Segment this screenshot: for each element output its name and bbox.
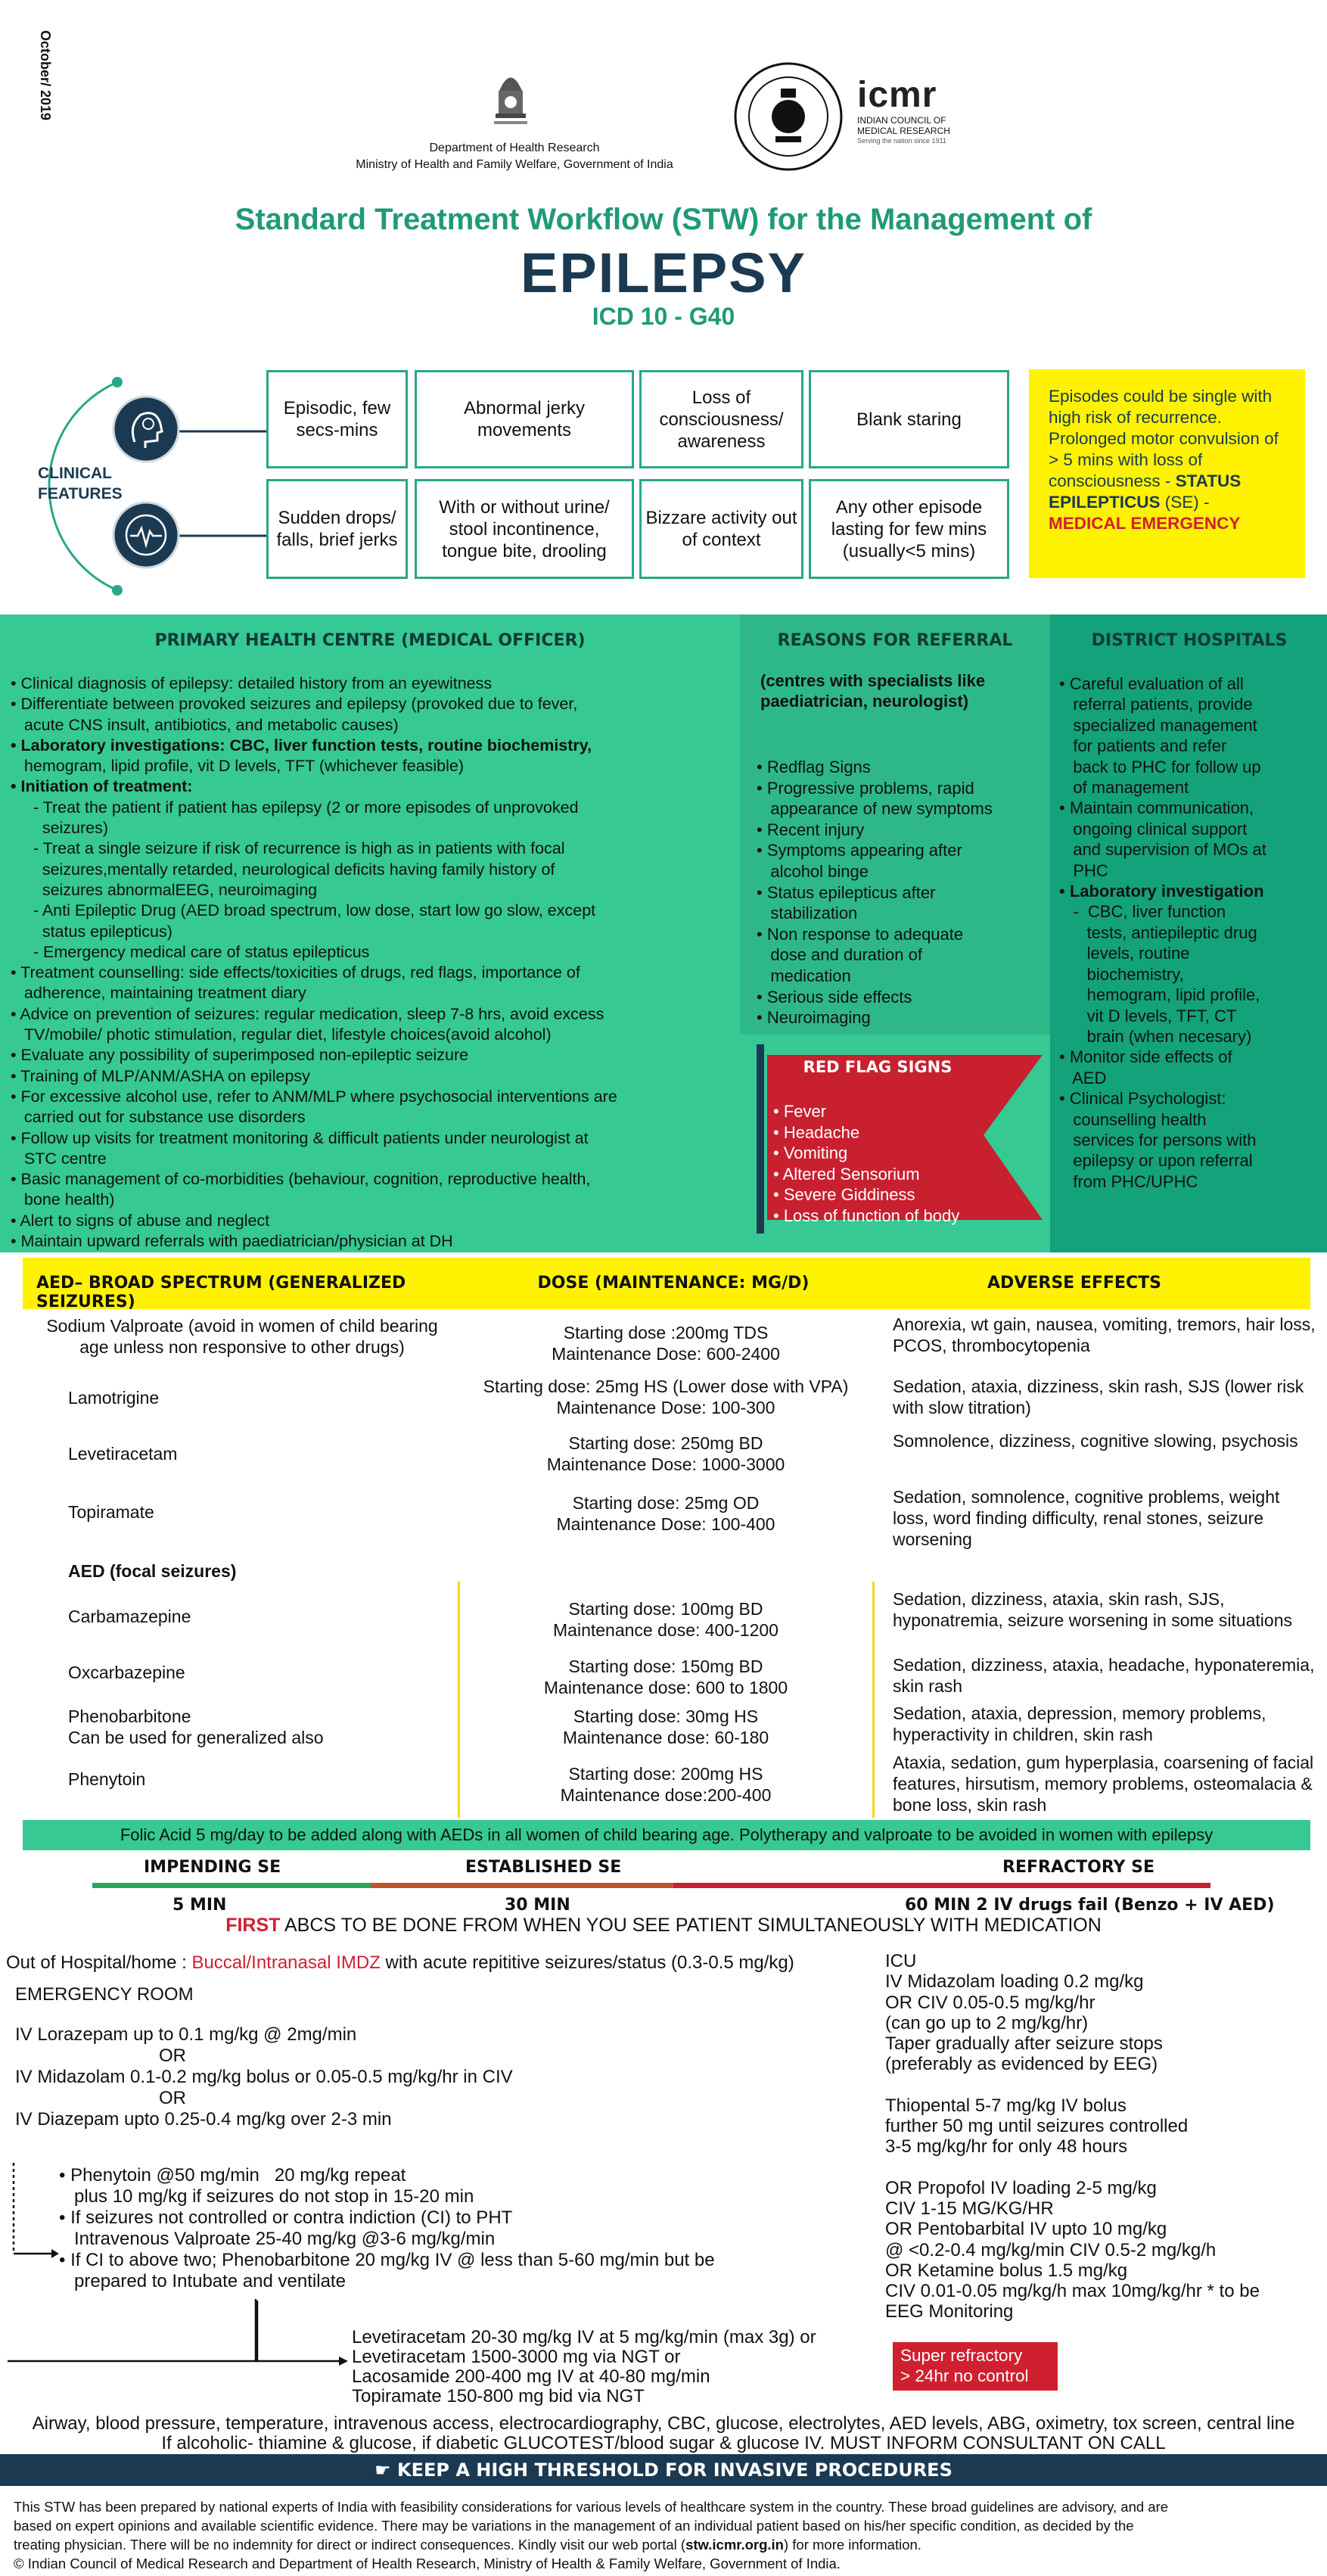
phc-line: bone health) — [11, 1190, 115, 1209]
referral-heading: REASONS FOR REFERRAL — [777, 631, 1013, 650]
ooh-prefix: Out of Hospital/home : — [6, 1952, 192, 1973]
icu-line: (preferably as evidenced by EEG) — [885, 2054, 1158, 2075]
dh-line: • Laboratory investigation — [1059, 882, 1264, 901]
aed-dose: Starting dose: 25mg OD Maintenance Dose: 100-400 — [556, 1493, 775, 1534]
aed-effects: Sedation, ataxia, depression, memory problems, hyperactivity in children, skin rash — [893, 1703, 1266, 1744]
state-emblem-icon — [488, 61, 533, 136]
referral-line: • Status epilepticus after — [757, 882, 936, 902]
aed-dose: Starting dose: 250mg BD Maintenance Dose: 1000-3000 — [546, 1433, 785, 1474]
feature-box-7: Bizzare activity out of context — [639, 479, 803, 579]
footer-line-3 — [14, 2535, 1315, 2554]
phc-line: - Anti Epileptic Drug (AED broad spectrum, low dose, start low go slow, except — [11, 901, 596, 920]
dh-line: ongoing clinical support — [1059, 819, 1248, 838]
phc-line: • Advice on prevention of seizures: regular medication, sleep 7-8 hrs, avoid excess — [11, 1004, 604, 1023]
portal-link[interactable]: stw.icmr.org.in — [685, 2537, 784, 2553]
dh-line: AED — [1059, 1068, 1107, 1087]
phc-line: TV/mobile/ photic stimulation, regular diet, lifestyle choices(avoid alcohol) — [11, 1025, 552, 1044]
aed-effects: Sedation, dizziness, ataxia, headache, hyponateremia, skin rash — [893, 1655, 1315, 1696]
er-midazolam: IV Midazolam 0.1-0.2 mg/kg bolus or 0.05-0.5 mg/kg/hr in CIV — [15, 2067, 513, 2087]
aed-effects: Sedation, dizziness, ataxia, skin rash, SJS, hyponatremia, seizure worsening in some situations — [893, 1589, 1292, 1630]
threshold-banner: ☛ KEEP A HIGH THRESHOLD FOR INVASIVE PROCEDURES — [0, 2454, 1327, 2486]
red-flag-item: • Severe Giddiness — [773, 1185, 915, 1204]
referral-line: alcohol binge — [757, 861, 869, 881]
supportive-care-note — [0, 2414, 1327, 2453]
time-5min: 5 MIN — [172, 1896, 227, 1915]
aed-drug: Carbamazepine — [68, 1607, 191, 1626]
phc-list — [11, 674, 729, 1252]
dept-line-2: Ministry of Health and Family Welfare, Government of India — [356, 158, 673, 171]
aed-dose: Starting dose: 30mg HS Maintenance dose: 60-180 — [562, 1706, 769, 1747]
phc-line: • Clinical diagnosis of epilepsy: detailed history from an eyewitness — [11, 674, 493, 692]
dh-line: and supervision of MOs at — [1059, 840, 1266, 860]
referral-line: dose and duration of — [757, 945, 922, 965]
icmr-name-2: MEDICAL RESEARCH — [857, 126, 950, 136]
icu-line: CIV 0.01-0.05 mg/kg/h max 10mg/kg/hr * to be — [885, 2281, 1260, 2302]
phc-line: - Treat a single seizure if risk of recurrence is high as in patients with focal — [11, 839, 565, 858]
footer-line-4: © Indian Council of Medical Research and Department of Health Research, Ministry of Health & Family Welfare, Government of India. — [14, 2556, 841, 2571]
abcs-first: FIRST — [225, 1915, 281, 1936]
abcs-instruction — [0, 1915, 1327, 1937]
abcs-rest: ABCS TO BE DONE FROM WHEN YOU SEE PATIENT SIMULTANEOUSLY WITH MEDICATION — [280, 1915, 1102, 1936]
dh-line: referral patients, provide — [1059, 695, 1253, 714]
note-status-epilepticus: STATUS EPILEPTICUS — [1049, 471, 1242, 512]
aed-col-dose: DOSE (MAINTENANCE: MG/D) — [537, 1274, 810, 1293]
phc-line: hemogram, lipid profile, vit D levels, TFT (whichever feasible) — [11, 757, 465, 776]
phc-line: • Follow up visits for treatment monitoring & difficult patients under neurologist at — [11, 1128, 589, 1147]
dh-line: • Careful evaluation of all — [1059, 674, 1244, 693]
referral-list — [757, 757, 1044, 1028]
second-line-item: prepared to Intubate and ventilate — [59, 2271, 346, 2291]
icu-line: ICU — [885, 1951, 917, 1971]
page-title-line-1: Standard Treatment Workflow (STW) for the Management of — [235, 203, 1092, 236]
dh-line: of management — [1059, 778, 1189, 798]
dh-line: counselling health — [1059, 1109, 1207, 1129]
referral-line: stabilization — [757, 904, 858, 923]
aed-col-drug: AED– BROAD SPECTRUM (GENERALIZED SEIZURES) — [36, 1274, 406, 1311]
icu-line: IV Midazolam loading 0.2 mg/kg — [885, 1971, 1144, 1993]
heartbeat-icon — [112, 501, 180, 569]
second-line-item: • Phenytoin @50 mg/min 20 mg/kg repeat — [59, 2165, 406, 2186]
phc-line: seizures,mentally retarded, neurological deficits having family history of — [11, 860, 555, 879]
dh-line: PHC — [1059, 860, 1108, 880]
aed-drug: Topiramate — [68, 1502, 154, 1522]
feature-box-5: Sudden drops/ falls, brief jerks — [266, 479, 408, 579]
footer-line-2: based on expert opinions and available scientific evidence. There may be variations in the management of an individual patient based on his/her specific condition, as decided by the — [14, 2518, 1134, 2534]
er-diazepam: IV Diazepam upto 0.25-0.4 mg/kg over 2-3 min — [15, 2109, 392, 2130]
phc-line: seizures abnormalEEG, neuroimaging — [11, 880, 318, 899]
aed-drug: Levetiracetam — [68, 1444, 178, 1464]
phc-line: • For excessive alcohol use, refer to ANM/MLP where psychosocial interventions are — [11, 1087, 617, 1106]
phc-line: • Evaluate any possibility of superimposed non-epileptic seizure — [11, 1046, 469, 1065]
feature-box-2: Abnormal jerky movements — [415, 370, 634, 468]
referral-subheading: (centres with specialists like paediatrician, neurologist) — [760, 671, 986, 711]
phc-line: • Training of MLP/ANM/ASHA on epilepsy — [11, 1066, 310, 1085]
emergency-room-heading: EMERGENCY ROOM — [15, 1984, 194, 2005]
icu-line: (can go up to 2 mg/kg/hr) — [885, 2012, 1089, 2033]
dh-line: from PHC/UPHC — [1059, 1171, 1198, 1191]
dh-line: hemogram, lipid profile, — [1059, 985, 1260, 1005]
dh-list — [1059, 674, 1320, 1192]
feature-box-4: Blank staring — [809, 370, 1009, 468]
page-title: EPILEPSY — [521, 241, 806, 304]
phc-line: • Differentiate between provoked seizures and epilepsy (provoked due to fever, — [11, 695, 578, 714]
dh-line: • Monitor side effects of — [1059, 1047, 1232, 1067]
aed-effects: Somnolence, dizziness, cognitive slowing, psychosis — [893, 1431, 1298, 1451]
red-flag-item: • Altered Sensorium — [773, 1164, 920, 1184]
timeline-red — [673, 1883, 1210, 1888]
red-flag-list — [773, 1101, 1000, 1226]
icmr-logo — [857, 76, 978, 166]
feature-box-6: With or without urine/ stool incontinence, tongue bite, drooling — [415, 479, 634, 579]
table-divider-2 — [872, 1582, 875, 1818]
time-60min: 60 MIN 2 IV drugs fail (Benzo + IV AED) — [905, 1896, 1275, 1915]
referral-line: • Recent injury — [757, 820, 865, 839]
aed-dose: Starting dose: 200mg HS Maintenance dose:200-400 — [560, 1764, 772, 1805]
note-text: Episodes could be single with high risk of recurrence. Prolonged motor convulsion of > 5 mins with loss of consciousness - — [1049, 387, 1279, 490]
footer — [14, 2497, 1315, 2573]
phc-heading: PRIMARY HEALTH CENTRE (MEDICAL OFFICER) — [154, 631, 586, 650]
super-refractory-line-1: Super refractory — [900, 2346, 1023, 2365]
dh-line: epilepsy or upon referral — [1059, 1151, 1253, 1171]
icu-line — [885, 2158, 1324, 2178]
clinical-label-2: FEATURES — [38, 485, 123, 502]
department-block — [287, 140, 741, 173]
out-of-hospital — [6, 1952, 884, 1974]
refractory-se-label: REFRACTORY SE — [1002, 1858, 1155, 1877]
time-30min: 30 MIN — [505, 1896, 570, 1915]
ooh-route: Buccal/Intranasal IMDZ — [191, 1952, 381, 1973]
red-flag-item: • Loss of function of body — [773, 1206, 960, 1225]
icu-line: CIV 1-15 MG/KG/HR — [885, 2198, 1054, 2219]
impending-se-label: IMPENDING SE — [144, 1858, 281, 1877]
date-stamp: October/ 2019 — [38, 30, 53, 121]
referral-line: • Non response to adequate — [757, 924, 964, 944]
referral-line: • Progressive problems, rapid — [757, 778, 974, 798]
second-line-item: • If CI to above two; Phenobarbitone 20 mg/kg IV @ less than 5-60 mg/min but be — [59, 2250, 715, 2270]
aed-drug: Oxcarbazepine — [68, 1663, 185, 1682]
feature-box-8: Any other episode lasting for few mins (usually<5 mins) — [809, 479, 1009, 579]
referral-line: medication — [757, 966, 851, 985]
footer-line-3a: treating physician. There will be no indemnity for direct or indirect consequences. Kindly visit our web portal ( — [14, 2537, 686, 2553]
aed-focal-heading: AED (focal seizures) — [68, 1561, 237, 1581]
feature-box-3: Loss of consciousness/ awareness — [639, 370, 803, 468]
phc-line: • Alert to signs of abuse and neglect — [11, 1211, 270, 1230]
super-refractory-badge — [893, 2342, 1058, 2391]
red-flag-item: • Fever — [773, 1102, 827, 1121]
icmr-seal-icon — [734, 62, 844, 172]
referral-line: • Serious side effects — [757, 987, 912, 1006]
dh-line: back to PHC for follow up — [1059, 757, 1261, 776]
dept-line-1: Department of Health Research — [429, 142, 600, 154]
aed-effects: Ataxia, sedation, gum hyperplasia, coarsening of facial features, hirsutism, memory problems, osteomalacia & bone loss, skin rash — [893, 1753, 1314, 1815]
aed-drug: Lamotrigine — [68, 1388, 160, 1408]
established-se-label: ESTABLISHED SE — [465, 1858, 622, 1877]
referral-line: appearance of new symptoms — [757, 799, 993, 819]
icu-line: Taper gradually after seizure stops — [885, 2033, 1163, 2055]
aed-effects: Sedation, somnolence, cognitive problems, weight loss, word finding difficulty, renal stones, seizure worsening — [893, 1487, 1280, 1549]
icmr-wordmark: icmr — [857, 75, 937, 115]
timeline-green — [92, 1883, 371, 1888]
phc-line: • Laboratory investigations: CBC, liver function tests, routine biochemistry, — [11, 736, 592, 754]
flow-arrow-third-line — [250, 2299, 356, 2367]
aed-dose: Starting dose: 150mg BD Maintenance dose: 600 to 1800 — [543, 1657, 788, 1697]
phc-line: • Maintain upward referrals with paediatrician/physician at DH — [11, 1232, 453, 1251]
referral-line: • Neuroimaging — [757, 1008, 871, 1028]
red-flag-item: • Headache — [773, 1122, 860, 1142]
icu-line: OR Ketamine bolus 1.5 mg/kg — [885, 2260, 1128, 2281]
icu-line — [885, 2075, 1324, 2095]
red-flag-heading: RED FLAG SIGNS — [803, 1058, 953, 1076]
dh-line: • Maintain communication, — [1059, 798, 1254, 818]
referral-line: • Symptoms appearing after — [757, 841, 962, 860]
icu-line: OR Pentobarbital IV upto 10 mg/kg — [885, 2219, 1167, 2240]
icu-line: EEG Monitoring — [885, 2301, 1014, 2322]
icmr-name-1: INDIAN COUNCIL OF — [857, 115, 946, 126]
footer-line-1: This STW has been prepared by national experts of India with feasibility considerations for various levels of healthcare system in the country. These broad guidelines are advisory, and are — [14, 2499, 1169, 2515]
second-line-item: plus 10 mg/kg if seizures do not stop in 15-20 min — [59, 2186, 474, 2207]
super-refractory-line-2: > 24hr no control — [900, 2366, 1029, 2385]
second-line-item: Intravenous Valproate 25-40 mg/kg @3-6 mg/kg/min — [59, 2229, 496, 2249]
dh-line: • Clinical Psychologist: — [1059, 1089, 1226, 1109]
dh-line: - CBC, liver function — [1059, 902, 1226, 922]
status-epilepticus-note — [1029, 369, 1305, 578]
dh-line: brain (when necesary) — [1059, 1026, 1252, 1046]
phc-line: - Emergency medical care of status epilepticus — [11, 942, 370, 961]
table-divider-1 — [458, 1582, 460, 1818]
phc-line: • Basic management of co-morbidities (behaviour, cognition, reproductive health, — [11, 1170, 591, 1189]
referral-line: • Redflag Signs — [757, 758, 871, 776]
phc-line: - Treat the patient if patient has epilepsy (2 or more episodes of unprovoked — [11, 798, 579, 817]
icu-line: @ <0.2-0.4 mg/kg/min CIV 0.5-2 mg/kg/h — [885, 2239, 1217, 2260]
airway-line-1: Airway, blood pressure, temperature, intravenous access, electrocardiography, CBC, glucose, electrolytes, AED levels, ABG, oximetry, tox screen, central line — [32, 2413, 1295, 2434]
dh-line: specialized management — [1059, 715, 1257, 735]
aed-dose: Starting dose: 100mg BD Maintenance dose: 400-1200 — [553, 1599, 778, 1640]
third-line-item: Levetiracetam 20-30 mg/kg IV at 5 mg/kg/min (max 3g) or — [352, 2327, 816, 2347]
third-line-item: Lacosamide 200-400 mg IV at 40-80 mg/min — [352, 2366, 710, 2387]
aed-drug: Sodium Valproate (avoid in women of child bearing age unless non responsive to other drugs) — [46, 1316, 438, 1357]
aed-dose: Starting dose :200mg TDS Maintenance Dose: 600-2400 — [552, 1323, 780, 1364]
note-medical-emergency: MEDICAL EMERGENCY — [1049, 514, 1241, 533]
phc-line: • Treatment counselling: side effects/toxicities of drugs, red flags, importance of — [11, 963, 580, 982]
icu-line: further 50 mg until seizures controlled — [885, 2116, 1189, 2137]
dh-heading: DISTRICT HOSPITALS — [1091, 631, 1288, 650]
note-se: (SE) - — [1160, 493, 1210, 512]
airway-line-2: If alcoholic- thiamine & glucose, if diabetic GLUCOTEST/blood sugar & glucose IV. MUST INFORM CONSULTANT ON CALL — [161, 2433, 1166, 2453]
feature-box-1: Episodic, few secs-mins — [266, 370, 408, 468]
aed-effects: Sedation, ataxia, dizziness, skin rash, SJS (lower risk with slow titration) — [893, 1377, 1304, 1417]
dh-line: for patients and refer — [1059, 736, 1227, 756]
dh-line: vit D levels, TFT, CT — [1059, 1006, 1237, 1025]
dh-line: biochemistry, — [1059, 964, 1184, 984]
clinical-label-1: CLINICAL — [38, 465, 112, 482]
third-line-item: Topiramate 150-800 mg bid via NGT — [352, 2386, 645, 2406]
phc-line: carried out for substance use disorders — [11, 1108, 306, 1127]
second-line-item: • If seizures not controlled or contra indiction (CI) to PHT — [59, 2207, 513, 2228]
icu-line: 3-5 mg/kg/hr for only 48 hours — [885, 2136, 1128, 2158]
er-lorazepam: IV Lorazepam up to 0.1 mg/kg @ 2mg/min — [15, 2024, 357, 2045]
dh-line: levels, routine — [1059, 944, 1190, 963]
third-line-item: Levetiracetam 1500-3000 mg via NGT or — [352, 2347, 681, 2367]
phc-line: STC centre — [11, 1149, 107, 1168]
aed-drug: Phenobarbitone Can be used for generalized also — [68, 1706, 324, 1747]
aed-drug: Phenytoin — [68, 1769, 146, 1789]
footer-line-3b: ) for more information. — [783, 2537, 921, 2553]
er-or: OR — [159, 2046, 186, 2066]
aed-dose: Starting dose: 25mg HS (Lower dose with VPA) Maintenance Dose: 100-300 — [483, 1377, 849, 1417]
phc-line: seizures) — [11, 819, 109, 838]
er-or: OR — [159, 2088, 186, 2108]
phc-line: status epilepticus) — [11, 922, 172, 941]
aed-col-effects: ADVERSE EFFECTS — [987, 1274, 1161, 1293]
ooh-rest: with acute repititive seizures/status (0.3-0.5 mg/kg) — [380, 1952, 794, 1973]
phc-line: • Initiation of treatment: — [11, 777, 193, 796]
clinical-features-label — [38, 463, 121, 504]
red-flag-item: • Vomiting — [773, 1143, 848, 1162]
icmr-tagline: Serving the nation since 1911 — [857, 137, 946, 145]
phc-line: adherence, maintaining treatment diary — [11, 984, 306, 1003]
head-brain-icon — [112, 395, 180, 463]
icd-code: ICD 10 - G40 — [592, 303, 735, 330]
aed-effects: Anorexia, wt gain, nausea, vomiting, tremors, hair loss, PCOS, thrombocytopenia — [893, 1314, 1316, 1355]
icu-line: Thiopental 5-7 mg/kg IV bolus — [885, 2095, 1127, 2116]
phc-line: acute CNS insult, antibiotics, and metabolic causes) — [11, 715, 399, 734]
dh-line: services for persons with — [1059, 1130, 1257, 1150]
dh-line: tests, antiepileptic drug — [1059, 922, 1257, 942]
icu-line: OR Propofol IV loading 2-5 mg/kg — [885, 2177, 1157, 2198]
folic-acid-banner: Folic Acid 5 mg/day to be added along with AEDs in all women of child bearing age. Polytherapy and valproate to be avoided in women with epilepsy — [23, 1820, 1310, 1850]
icu-line: OR CIV 0.05-0.5 mg/kg/hr — [885, 1992, 1095, 2013]
timeline-orange — [371, 1883, 673, 1888]
icu-block — [885, 1951, 1324, 2322]
